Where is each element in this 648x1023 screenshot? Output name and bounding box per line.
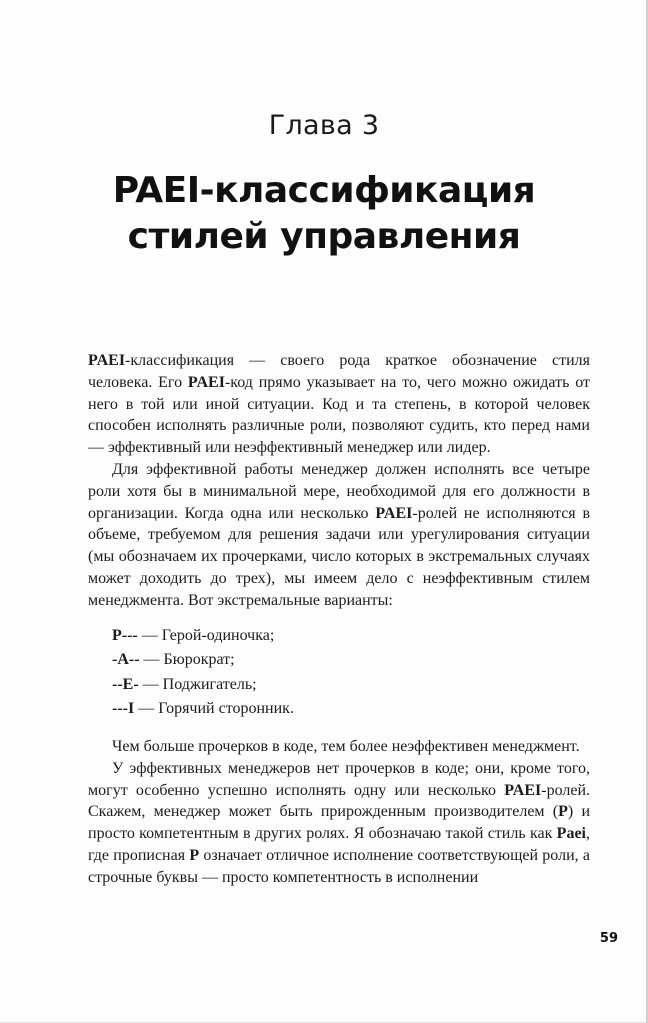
paragraph-1-text-b: -код прямо указывает на то, чего можно ожидать от него в той или иной ситуации. Код и та степень, в которой человек способен исполнять различные роли, позволяют судить, кто перед нами — эффективный или неэффективный менеджер или лидер. xyxy=(88,373,590,457)
variant-item xyxy=(112,674,590,696)
variants-list xyxy=(88,625,590,722)
variant-code: ---I xyxy=(112,699,135,717)
variant-text: — Поджигатель; xyxy=(138,675,257,693)
closing-paragraphs xyxy=(88,736,590,889)
page-number: 59 xyxy=(599,931,618,946)
variant-item xyxy=(112,649,590,671)
role-letter-bold: P xyxy=(558,803,568,821)
paragraph-4-text-d: , где прописная xyxy=(88,825,590,864)
chapter-title-line-1: PAEI-классификация xyxy=(112,170,536,211)
intro-paragraphs xyxy=(88,350,590,612)
paei-bold: PAEI xyxy=(375,504,413,522)
paragraph-4-text-b: -ролей. Скажем, менеджер может быть прирожденным производителем ( xyxy=(88,781,590,821)
variant-item xyxy=(112,625,590,647)
paragraph-1 xyxy=(88,350,590,459)
paragraph-2-text-b: -ролей не исполняются в объеме, требуемом для решения задачи или урегулирования ситуации (мы обозначаем их прочерками, число которых в экстремальных случаях может доходить до трех), мы имеем дело с неэффективным стилем менеджмента. Вот экстремальные варианты: xyxy=(88,504,591,609)
variant-text: — Бюрократ; xyxy=(139,651,235,669)
variant-code: -A-- xyxy=(112,651,140,669)
style-code-bold: Paei xyxy=(556,825,586,843)
paragraph-4-text-a: У эффективных менеджеров нет прочерков в коде; они, кроме того, могут особенно успешно исполнять одну или несколько xyxy=(88,759,590,799)
variant-code: P--- xyxy=(112,627,138,644)
paei-bold: PAEI xyxy=(504,781,542,799)
paragraph-4 xyxy=(88,758,590,889)
paei-bold: PAEI xyxy=(187,373,225,391)
chapter-title-line-2: стилей управления xyxy=(127,216,521,257)
variant-code: --E- xyxy=(112,675,139,693)
paragraph-4-text-e: означает отличное исполнение соответствующей роли, а строчные буквы — просто компетентность в исполнении xyxy=(88,846,590,886)
paragraph-3: Чем больше прочерков в коде, тем более неэффективен менеджмент. xyxy=(112,738,580,755)
paei-bold: PAEI xyxy=(88,352,126,369)
paragraph-1-text-a: -классификация — своего рода краткое обозначение стиля человека. Его xyxy=(88,352,590,391)
paragraph-2 xyxy=(88,459,590,612)
paragraph-2-text-a: Для эффективной работы менеджер должен исполнять все четыре роли хотя бы в минимальной мере, необходимой для его должности в организации. Когда одна или несколько xyxy=(88,460,590,522)
variant-item xyxy=(112,698,590,720)
role-letter-bold: P xyxy=(189,846,200,864)
chapter-label: Глава 3 xyxy=(268,110,380,141)
variant-text: — Горячий сторонник. xyxy=(134,699,294,717)
chapter-title xyxy=(40,168,608,260)
paragraph-4-text-c: ) и просто компетентным в других ролях. Я обозначаю такой стиль как xyxy=(88,803,591,843)
variant-text: — Герой-одиночка; xyxy=(137,627,275,644)
